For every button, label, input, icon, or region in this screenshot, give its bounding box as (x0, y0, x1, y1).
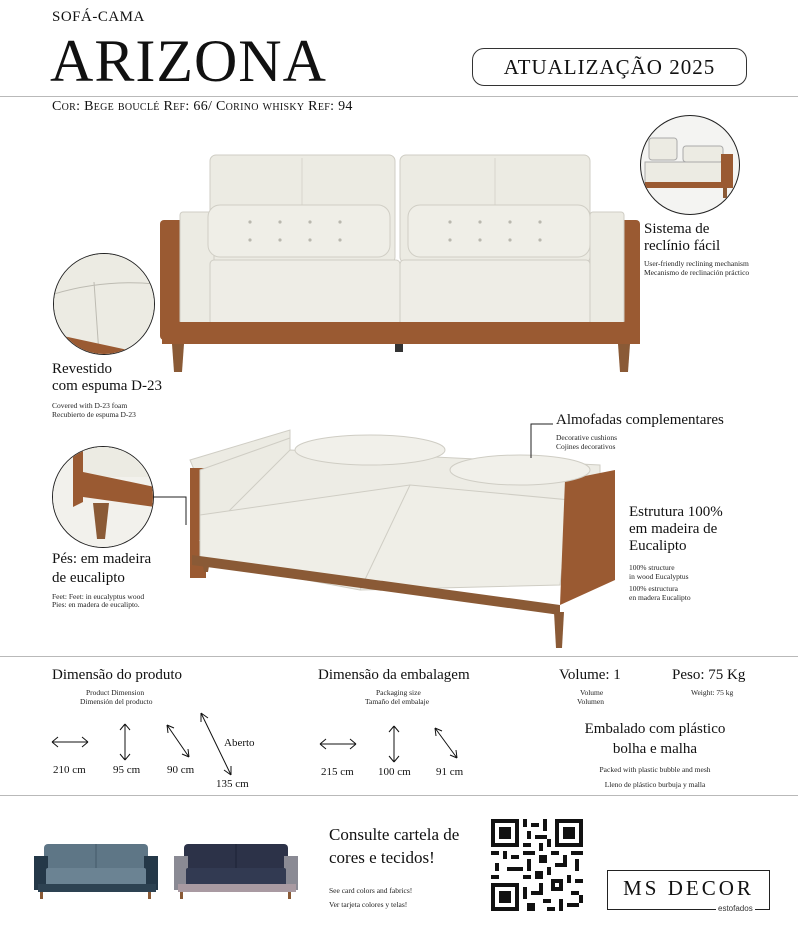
package-width-arrow-icon (318, 737, 358, 751)
product-depth: 90 cm (167, 764, 195, 776)
category-label: SOFÁ-CAMA (52, 9, 145, 25)
fabric-cta-en: See card colors and fabrics! (329, 886, 413, 895)
dimensions-divider-bottom (0, 795, 798, 796)
package-dimension-es: Tamaño del embalaje (365, 697, 430, 706)
volume-en: Volume (580, 688, 604, 697)
structure-title-2: em madeira de (629, 521, 718, 537)
feet-title-1: Pés: em madeira (52, 551, 152, 567)
sofa-closed-image (150, 150, 650, 380)
fabric-cta-es: Ver tarjeta colores y telas! (329, 900, 408, 909)
recline-es: Mecanismo de reclinación práctico (644, 268, 750, 277)
product-depth-arrow-icon (164, 722, 192, 760)
weight-title: Peso: 75 Kg (672, 667, 746, 683)
product-open: 135 cm (216, 778, 249, 790)
feet-detail-callout (52, 446, 154, 548)
product-height: 95 cm (113, 764, 141, 776)
qr-code-icon[interactable] (491, 819, 583, 911)
foam-en: Covered with D-23 foam (52, 401, 128, 410)
feet-en: Feet: Feet: in eucalyptus wood (52, 592, 145, 601)
sofa-navy-image (170, 838, 300, 900)
package-depth: 91 cm (436, 766, 464, 778)
volume-es: Volumen (577, 697, 604, 706)
package-dimension-title: Dimensão da embalagem (318, 667, 470, 683)
product-width: 210 cm (53, 764, 86, 776)
product-width-arrow-icon (50, 735, 90, 749)
structure-en-2: in wood Eucalyptus (629, 572, 689, 581)
feet-title-2: de eucalipto (52, 570, 125, 586)
foam-detail-callout (53, 253, 155, 355)
structure-es-1: 100% estructura (629, 584, 678, 593)
color-line: Cor: Bege bouclé Ref: 66/ Corino whisky Ref: 94 (52, 99, 353, 114)
recline-title-1: Sistema de (644, 221, 710, 237)
structure-es-2: en madera Eucalipto (629, 593, 691, 602)
product-dimension-es: Dimensión del producto (80, 697, 153, 706)
package-height: 100 cm (378, 766, 411, 778)
product-dimension-title: Dimensão do produto (52, 667, 182, 683)
packing-title-1: Embalado com plástico (584, 721, 726, 737)
fabric-cta-1: Consulte cartela de (329, 825, 460, 844)
recline-en: User-friendly reclining mechanism (644, 259, 749, 268)
cushions-en: Decorative cushions (556, 433, 618, 442)
package-width: 215 cm (321, 766, 354, 778)
packing-es: Lleno de plástico burbuja y malla (604, 780, 706, 789)
header-divider (0, 96, 798, 97)
structure-title-1: Estrutura 100% (629, 504, 723, 520)
product-height-arrow-icon (118, 722, 132, 762)
foam-es: Recubierto de espuma D-23 (52, 410, 136, 419)
product-open-label: Aberto (224, 737, 255, 749)
package-depth-arrow-icon (432, 725, 460, 761)
dimensions-divider-top (0, 656, 798, 657)
recline-detail-callout (640, 115, 740, 215)
package-dimension-en: Packaging size (376, 688, 421, 697)
product-dimension-en: Product Dimension (86, 688, 145, 697)
packing-en: Packed with plastic bubble and mesh (599, 765, 711, 774)
foam-title-2: com espuma D-23 (52, 378, 162, 394)
cushions-title: Almofadas complementares (556, 412, 724, 428)
feet-es: Pies: en madera de eucalipto. (52, 600, 140, 609)
brand-logo-text: MS DECOR (623, 876, 754, 900)
package-height-arrow-icon (387, 724, 401, 764)
product-title: ARIZONA (50, 28, 327, 94)
weight-en: Weight: 75 kg (691, 688, 734, 697)
cushions-leader-line (525, 420, 555, 460)
fabric-cta-2: cores e tecidos! (329, 848, 435, 867)
feet-leader-line (154, 495, 194, 535)
recline-title-2: reclínio fácil (644, 238, 721, 254)
update-badge-text: ATUALIZAÇÃO 2025 (503, 55, 716, 79)
cushions-es: Cojines decorativos (556, 442, 616, 451)
packing-title-2: bolha e malha (612, 741, 698, 757)
sofa-blue-image (30, 838, 160, 900)
brand-logo-subtitle: estofados (718, 904, 753, 913)
structure-en-1: 100% structure (629, 563, 675, 572)
structure-title-3: Eucalipto (629, 538, 687, 554)
volume-title: Volume: 1 (559, 667, 621, 683)
foam-title-1: Revestido (52, 361, 112, 377)
